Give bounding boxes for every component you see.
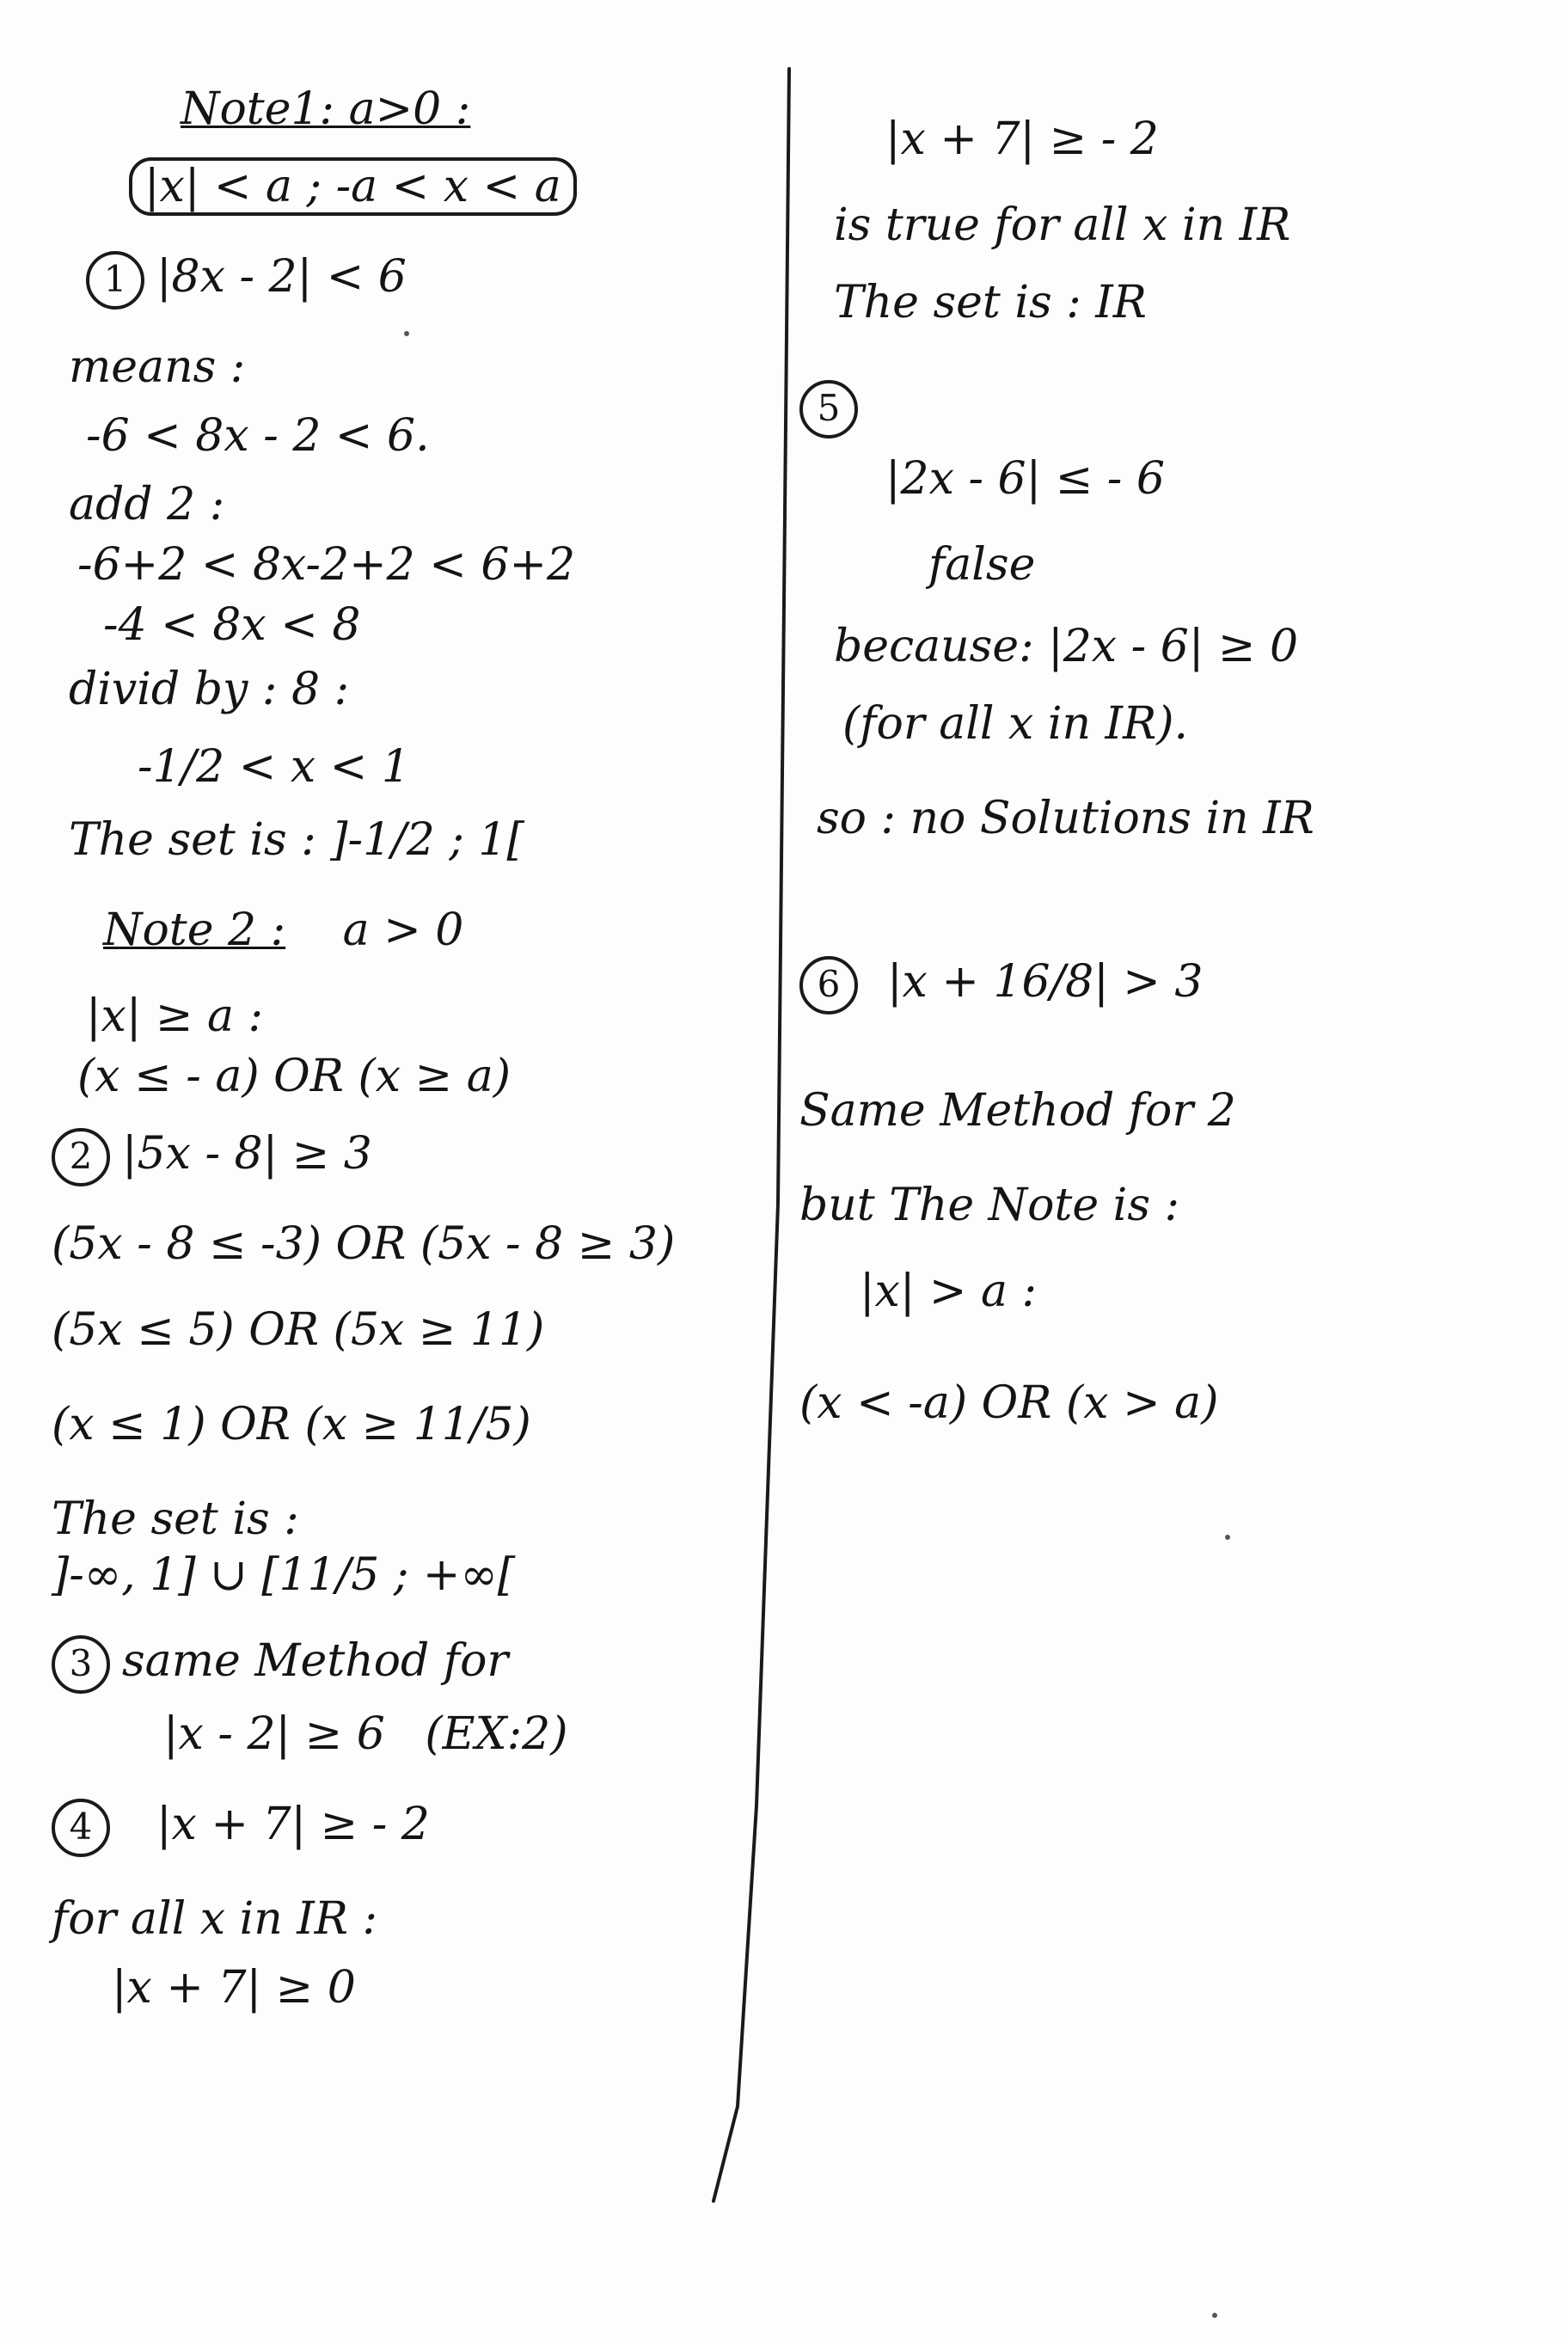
note2-rule: |x| ≥ a : bbox=[86, 990, 264, 1042]
exercise-4-inequality-right: |x + 7| ≥ - 2 bbox=[885, 113, 1159, 165]
exercise-4-true: is true for all x in IR bbox=[834, 199, 1291, 251]
exercise-4-set-right: The set is : IR bbox=[834, 277, 1147, 328]
exercise-6-same: Same Method for 2 bbox=[799, 1085, 1236, 1137]
note2-heading bbox=[103, 903, 463, 958]
exercise-1-step-3: -4 < 8x < 8 bbox=[103, 599, 361, 651]
exercise-5-heading bbox=[799, 378, 870, 438]
exercise-4-heading bbox=[52, 1797, 430, 1857]
exercise-2-set: ]-∞, 1] ∪ [11/5 ; +∞[ bbox=[52, 1549, 516, 1601]
exercise-2-inequality: |5x - 8| ≥ 3 bbox=[122, 1128, 372, 1180]
exercise-2-step-1: (5x - 8 ≤ -3) OR (5x - 8 ≥ 3) bbox=[52, 1218, 676, 1270]
exercise-2-number: 2 bbox=[52, 1128, 110, 1186]
exercise-5-false: false bbox=[928, 539, 1036, 591]
exercise-4-inequality: |x + 7| ≥ - 2 bbox=[156, 1799, 430, 1850]
exercise-5-forall: (for all x in IR). bbox=[842, 698, 1189, 750]
exercise-1-step-2: -6+2 < 8x-2+2 < 6+2 bbox=[77, 539, 576, 591]
note1-rule-box: |x| < a ; -a < x < a bbox=[129, 157, 577, 216]
scan-speck bbox=[1225, 1535, 1230, 1540]
exercise-1-heading bbox=[86, 249, 407, 310]
exercise-5-number: 5 bbox=[799, 380, 858, 438]
exercise-1-add: add 2 : bbox=[69, 479, 225, 530]
exercise-1-number: 1 bbox=[86, 251, 144, 310]
exercise-1-step-1: -6 < 8x - 2 < 6. bbox=[86, 410, 430, 462]
exercise-2-heading bbox=[52, 1126, 372, 1186]
exercise-6-rule: |x| > a : bbox=[860, 1266, 1038, 1317]
exercise-1-set: The set is : ]-1/2 ; 1[ bbox=[69, 814, 524, 866]
exercise-6-heading bbox=[799, 954, 1203, 1015]
exercise-6-number: 6 bbox=[799, 956, 858, 1015]
exercise-6-inequality: |x + 16/8| > 3 bbox=[887, 956, 1204, 1008]
exercise-3-heading bbox=[52, 1634, 508, 1694]
exercise-6-or: (x < -a) OR (x > a) bbox=[799, 1377, 1219, 1429]
scan-speck bbox=[1212, 2313, 1217, 2318]
note1-title: Note1: a>0 : bbox=[181, 83, 471, 135]
exercise-1-divide: divid by : 8 : bbox=[69, 664, 350, 715]
exercise-4-forall: for all x in IR : bbox=[52, 1893, 377, 1945]
exercise-3-reference: (EX:2) bbox=[425, 1708, 568, 1760]
exercise-5-conclusion: so : no Solutions in IR bbox=[817, 793, 1314, 844]
exercise-5-inequality: |2x - 6| ≤ - 6 bbox=[885, 453, 1165, 505]
exercise-3-text: same Method for bbox=[122, 1635, 509, 1687]
note1-rule bbox=[129, 159, 577, 214]
note2-condition: a > 0 bbox=[342, 904, 464, 956]
exercise-3-number: 3 bbox=[52, 1635, 110, 1694]
exercise-6-but: but The Note is : bbox=[799, 1180, 1180, 1231]
exercise-3-inequality: |x - 2| ≥ 6 bbox=[163, 1708, 385, 1760]
exercise-2-step-3: (x ≤ 1) OR (x ≥ 11/5) bbox=[52, 1399, 531, 1450]
exercise-4-number: 4 bbox=[52, 1799, 110, 1857]
exercise-5-because: because: |2x - 6| ≥ 0 bbox=[834, 621, 1299, 672]
exercise-4-step-1: |x + 7| ≥ 0 bbox=[112, 1962, 356, 2014]
exercise-2-step-2: (5x ≤ 5) OR (5x ≥ 11) bbox=[52, 1304, 545, 1356]
note2-or: (x ≤ - a) OR (x ≥ a) bbox=[77, 1051, 511, 1102]
note2-title: Note 2 : bbox=[103, 904, 286, 956]
exercise-1-means: means : bbox=[69, 341, 246, 393]
exercise-1-step-4: -1/2 < x < 1 bbox=[138, 741, 410, 793]
scan-speck bbox=[404, 331, 409, 336]
exercise-3-line bbox=[163, 1707, 567, 1762]
exercise-2-set-label: The set is : bbox=[52, 1493, 299, 1545]
exercise-1-inequality: |8x - 2| < 6 bbox=[156, 251, 407, 303]
